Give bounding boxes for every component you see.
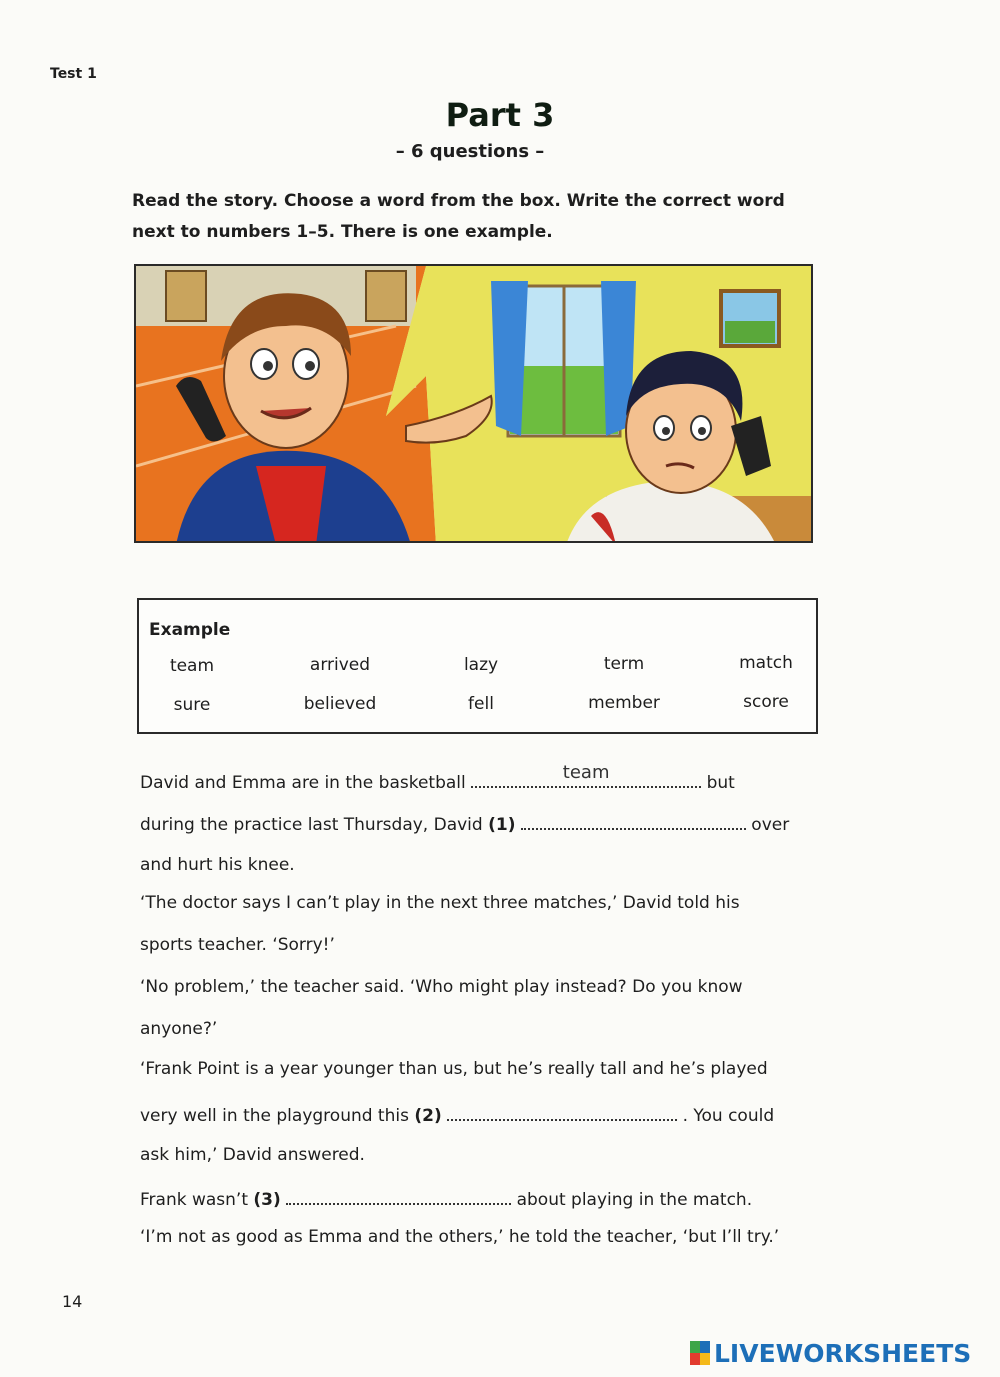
word-arrived: arrived	[309, 655, 371, 675]
story-line-2	[140, 810, 789, 835]
questions-subtitle: – 6 questions –	[395, 141, 545, 162]
story-text: very well in the playground this	[140, 1106, 409, 1126]
example-answer: team	[562, 762, 610, 783]
example-label: Example	[149, 620, 231, 640]
story-line-1	[140, 762, 735, 793]
page-number: 14	[62, 1292, 83, 1311]
word-lazy: lazy	[463, 655, 499, 675]
answer-blank-2[interactable]	[447, 1101, 677, 1121]
word-fell: fell	[468, 694, 494, 714]
page-title: Part 3	[445, 96, 555, 134]
liveworksheets-logo-icon	[690, 1341, 710, 1365]
story-text: about playing in the match.	[516, 1190, 753, 1210]
instructions: Read the story. Choose a word from the box. Write the correct word next to numbers 1–5. There is one example.	[132, 191, 785, 242]
answer-blank-3[interactable]	[286, 1185, 511, 1205]
question-1-number: (1)	[488, 815, 516, 835]
question-2-number: (2)	[414, 1106, 442, 1126]
word-believed: believed	[303, 694, 377, 714]
story-line-11	[140, 1185, 752, 1210]
example-blank	[471, 762, 701, 788]
story-line-7: anyone?’	[140, 1019, 218, 1039]
word-score: score	[743, 692, 789, 712]
word-sure: sure	[173, 695, 211, 715]
word-team: team	[169, 656, 215, 676]
story-line-5: sports teacher. ‘Sorry!’	[140, 935, 335, 955]
word-term: term	[603, 654, 645, 674]
phone-call-illustration	[136, 266, 813, 543]
story-text: over	[751, 815, 790, 835]
story-line-9	[140, 1101, 774, 1126]
story-text: Frank wasn’t	[140, 1190, 248, 1210]
story-line-6: ‘No problem,’ the teacher said. ‘Who might play instead? Do you know	[140, 977, 743, 997]
story-line-8: ‘Frank Point is a year younger than us, but he’s really tall and he’s played	[140, 1059, 768, 1079]
story-line-10: ask him,’ David answered.	[140, 1145, 365, 1165]
test-label: Test 1	[50, 66, 97, 82]
story-line-12: ‘I’m not as good as Emma and the others,’ he told the teacher, ‘but I’ll try.’	[140, 1227, 780, 1247]
logo-text: LIVEWORKSHEETS	[714, 1338, 972, 1368]
story-text: but	[706, 773, 735, 793]
story-illustration	[134, 264, 813, 543]
word-match: match	[739, 653, 793, 673]
answer-blank-1[interactable]	[521, 810, 746, 830]
story-line-3: and hurt his knee.	[140, 855, 295, 875]
story-line-4: ‘The doctor says I can’t play in the next three matches,’ David told his	[140, 893, 740, 913]
story-text: . You could	[682, 1106, 775, 1126]
story-text: during the practice last Thursday, David	[140, 815, 483, 835]
word-member: member	[588, 693, 660, 713]
question-3-number: (3)	[253, 1190, 281, 1210]
liveworksheets-logo[interactable]	[690, 1338, 971, 1368]
story-text: David and Emma are in the basketball	[140, 773, 466, 793]
word-box	[137, 598, 818, 734]
